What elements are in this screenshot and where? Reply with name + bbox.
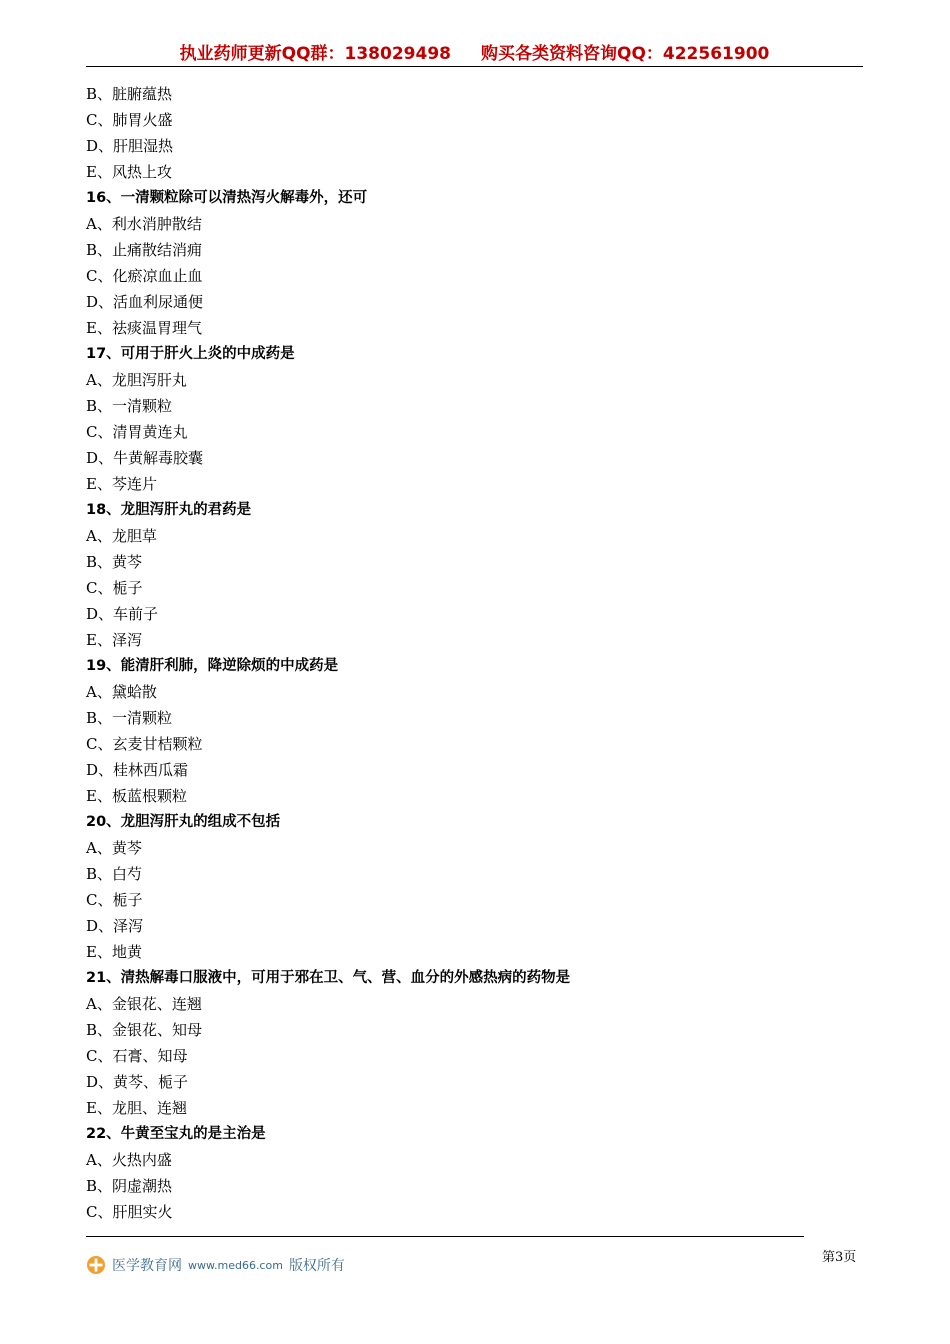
- answer-option: C、玄麦甘桔颗粒: [86, 735, 203, 753]
- answer-option: C、石膏、知母: [86, 1047, 188, 1065]
- answer-option: B、阴虚潮热: [86, 1177, 173, 1195]
- answer-option: A、黛蛤散: [86, 683, 157, 701]
- answer-option: C、栀子: [86, 579, 143, 597]
- answer-option: D、牛黄解毒胶囊: [86, 449, 204, 467]
- answer-option: C、化瘀凉血止血: [86, 267, 203, 285]
- answer-option: D、肝胆湿热: [86, 137, 174, 155]
- question-stem: 20、龙胆泻肝丸的组成不包括: [86, 814, 281, 830]
- answer-option: B、黄芩: [86, 553, 143, 571]
- answer-option: E、泽泻: [86, 631, 142, 649]
- answer-option: D、泽泻: [86, 917, 144, 935]
- answer-option: A、利水消肿散结: [86, 215, 202, 233]
- question-stem: 22、牛黄至宝丸的是主治是: [86, 1126, 266, 1142]
- answer-option: A、龙胆草: [86, 527, 157, 545]
- answer-option: A、龙胆泻肝丸: [86, 371, 187, 389]
- answer-option: A、火热内盛: [86, 1151, 172, 1169]
- answer-option: D、桂林西瓜霜: [86, 761, 189, 779]
- answer-option: A、黄芩: [86, 839, 142, 857]
- question-stem: 17、可用于肝火上炎的中成药是: [86, 346, 295, 362]
- answer-option: A、金银花、连翘: [86, 995, 202, 1013]
- header-qq-group: 执业药师更新QQ群：138029498: [179, 44, 451, 64]
- footer-site-name: 医学教育网: [112, 1258, 182, 1274]
- question-stem: 21、清热解毒口服液中，可用于邪在卫、气、营、血分的外感热病的药物是: [86, 970, 571, 986]
- med66-logo-icon: [86, 1255, 106, 1275]
- answer-option: E、地黄: [86, 943, 142, 961]
- answer-option: B、金银花、知母: [86, 1021, 203, 1039]
- answer-option: E、芩连片: [86, 475, 157, 493]
- question-list: [86, 81, 856, 1225]
- answer-option: E、风热上攻: [86, 163, 172, 181]
- answer-option: D、车前子: [86, 605, 159, 623]
- answer-option: C、栀子: [86, 891, 143, 909]
- page-footer: [86, 1254, 345, 1276]
- page-number: 第3页: [822, 1250, 857, 1265]
- answer-option: B、止痛散结消痈: [86, 241, 203, 259]
- answer-option: E、板蓝根颗粒: [86, 787, 187, 805]
- answer-option: C、清胃黄连丸: [86, 423, 188, 441]
- answer-option: E、祛痰温胃理气: [86, 319, 202, 337]
- footer-copyright: 版权所有: [288, 1258, 345, 1274]
- answer-option: C、肝胆实火: [86, 1203, 173, 1221]
- footer-site-url[interactable]: www.med66.com: [188, 1258, 283, 1272]
- answer-option: B、一清颗粒: [86, 709, 173, 727]
- question-stem: 16、一清颗粒除可以清热泻火解毒外，还可: [86, 190, 368, 206]
- answer-option: B、白芍: [86, 865, 143, 883]
- header-purchase-qq: 购买各类资料咨询QQ：422561900: [481, 44, 770, 64]
- answer-option: D、黄芩、栀子: [86, 1073, 189, 1091]
- question-stem: 19、能清肝利肺，降逆除烦的中成药是: [86, 658, 339, 674]
- answer-option: D、活血利尿通便: [86, 293, 204, 311]
- answer-option: B、一清颗粒: [86, 397, 173, 415]
- question-stem: 18、龙胆泻肝丸的君药是: [86, 502, 252, 518]
- answer-option: C、肺胃火盛: [86, 111, 173, 129]
- answer-option: B、脏腑蕴热: [86, 85, 173, 103]
- page-header: [86, 42, 863, 67]
- answer-option: E、龙胆、连翘: [86, 1099, 187, 1117]
- footer-divider: [86, 1236, 804, 1237]
